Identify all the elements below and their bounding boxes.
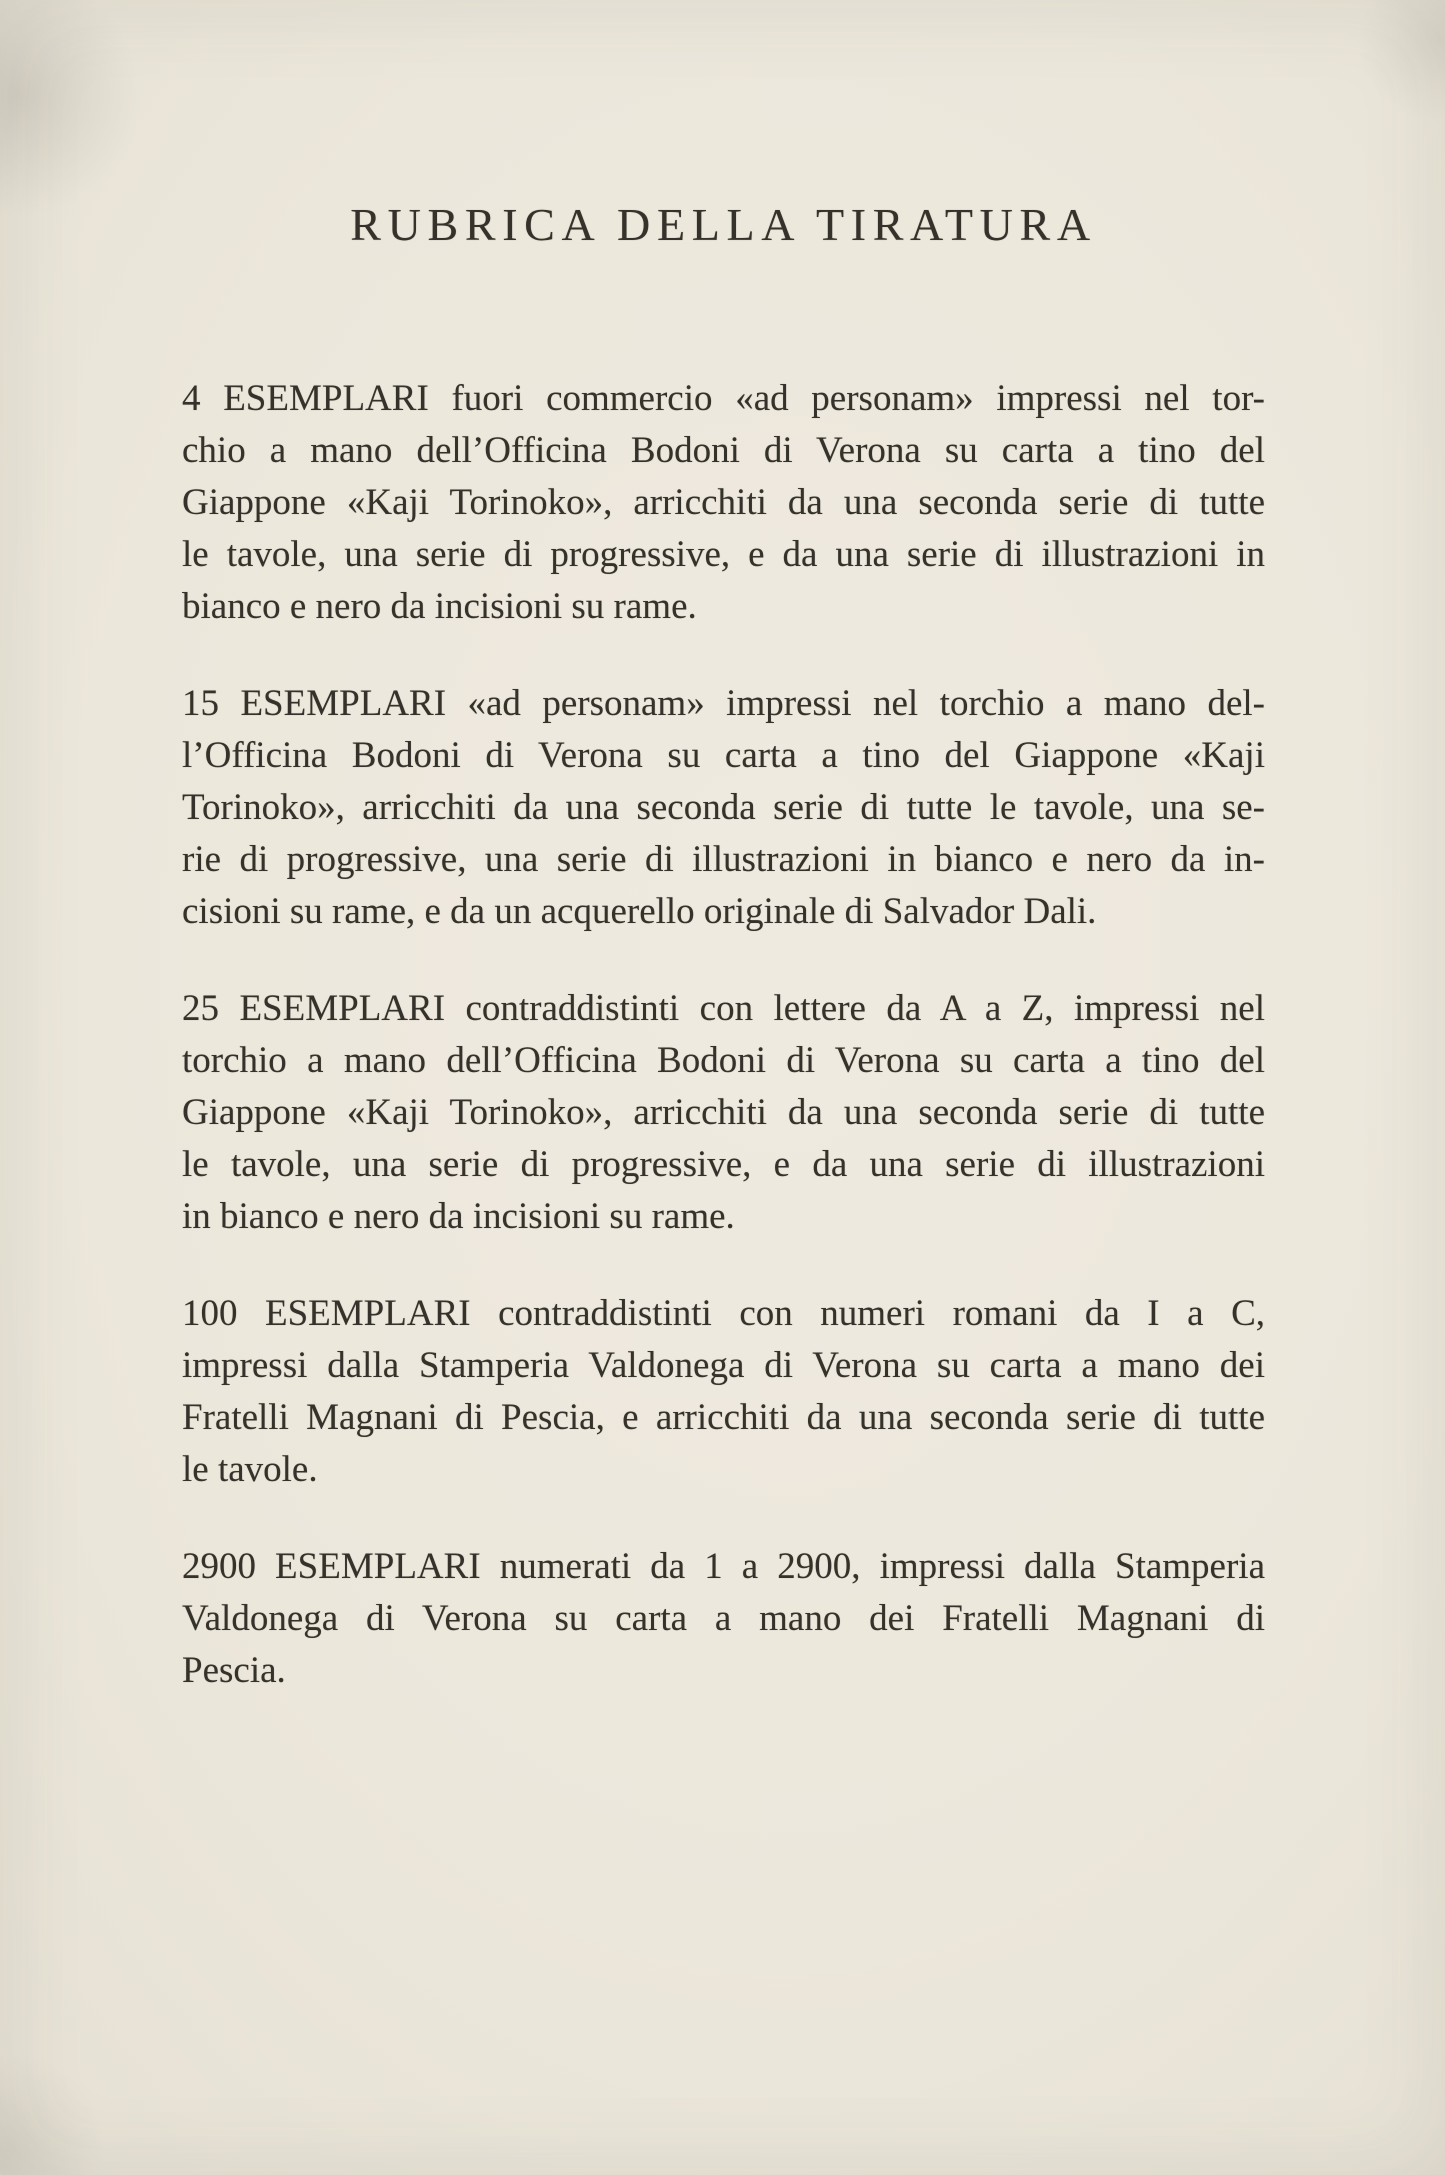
text-line: Torinoko», arricchiti da una seconda serie di tutte le tavole, una se- [182,787,1265,828]
page-title: RUBRICA DELLA TIRATURA [350,199,1097,250]
text-line: 100 ESEMPLARI contraddistinti con numeri romani da I a C, [182,1293,1265,1334]
text-line: bianco e nero da incisioni su rame. [182,586,697,627]
text-line: le tavole. [182,1449,318,1490]
text-line: 4 ESEMPLARI fuori commercio «ad personam» impressi nel tor- [182,378,1265,419]
text-line: 15 ESEMPLARI «ad personam» impressi nel torchio a mano del- [182,683,1265,724]
text-line: impressi dalla Stamperia Valdonega di Verona su carta a mano dei [182,1345,1265,1386]
text-line: 2900 ESEMPLARI numerati da 1 a 2900, impressi dalla Stamperia [182,1546,1265,1587]
text-line: le tavole, una serie di progressive, e da una serie di illustrazioni in [182,534,1265,575]
text-line: 25 ESEMPLARI contraddistinti con lettere da A a Z, impressi nel [182,988,1265,1029]
text-line: Valdonega di Verona su carta a mano dei Fratelli Magnani di [182,1598,1265,1639]
text-line: cisioni su rame, e da un acquerello originale di Salvador Dali. [182,891,1097,932]
text-line: Pescia. [182,1650,286,1691]
text-line: rie di progressive, una serie di illustrazioni in bianco e nero da in- [182,839,1265,880]
text-line: Fratelli Magnani di Pescia, e arricchiti da una seconda serie di tutte [182,1397,1265,1438]
text-line: l’Officina Bodoni di Verona su carta a tino del Giappone «Kaji [182,735,1265,776]
paragraph [182,983,1265,1243]
text-line: le tavole, una serie di progressive, e da una serie di illustrazioni [182,1144,1265,1185]
text-line: chio a mano dell’Officina Bodoni di Verona su carta a tino del [182,430,1265,471]
text-line: torchio a mano dell’Officina Bodoni di Verona su carta a tino del [182,1040,1265,1081]
text-line: in bianco e nero da incisioni su rame. [182,1196,735,1237]
text-line: Giappone «Kaji Torinoko», arricchiti da una seconda serie di tutte [182,1092,1265,1133]
paragraph [182,373,1265,633]
paragraph [182,1288,1265,1496]
paragraph [182,1541,1265,1697]
text-line: Giappone «Kaji Torinoko», arricchiti da una seconda serie di tutte [182,482,1265,523]
paragraph [182,678,1265,938]
colophon-text-block [182,373,1265,1697]
